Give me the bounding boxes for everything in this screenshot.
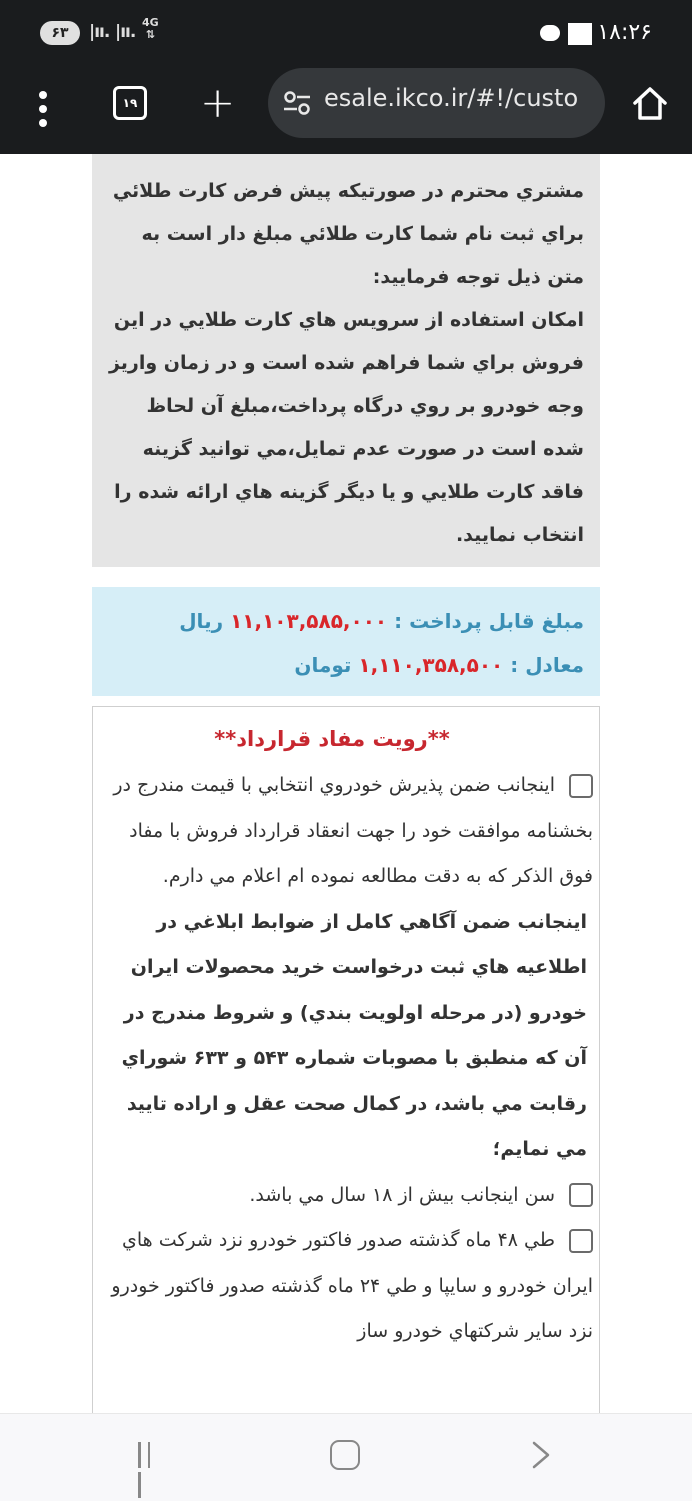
notice-paragraph-2: امکان استفاده از سرويس هاي کارت طلايي در اين فروش براي شما فراهم شده است و در زمان واريز وجه خودرو بر روي درگاه پرداخت،مبلغ آن لحاظ شده است در صورت عدم تمايل،مي توانيد گزينه فاقد کارت طلايي و يا ديگر گزينه هاي ارائه شده را انتخاب نماييد.: [108, 309, 584, 546]
age-checkbox[interactable]: [569, 1183, 593, 1207]
network-type: 4G ⇅: [142, 16, 159, 41]
payment-equiv-line: [108, 643, 584, 687]
agree-contract-checkbox[interactable]: [569, 774, 593, 798]
status-bar: [0, 0, 692, 68]
site-settings-icon[interactable]: [283, 90, 311, 116]
signal-icon: |ıı.: [89, 22, 110, 42]
contract-item-3-text: طي ۴۸ ماه گذشته صدور فاکتور خودرو نزد شرکت هاي ايران خودرو و سايپا و طي ۲۴ ماه گذشته صدور فاکتور خودرو نزد ساير شرکتهاي خودرو ساز: [111, 1229, 593, 1342]
amount-value: ۱۱,۱۰۳,۵۸۵,۰۰۰: [230, 609, 388, 633]
tabs-icon[interactable]: ۱۹: [113, 86, 147, 120]
equiv-value: ۱,۱۱۰,۳۵۸,۵۰۰: [358, 653, 504, 677]
payment-amount-line: [108, 599, 584, 643]
signal-icon-2: |ıı.: [115, 22, 136, 42]
contract-title: **رويت مفاد قرارداد**: [214, 727, 450, 751]
menu-dots-icon[interactable]: [36, 88, 50, 134]
notice-paragraph-1: مشتري محترم در صورتيکه پيش فرض کارت طلائي براي ثبت نام شما کارت طلائي مبلغ دار است به متن ذيل توجه فرماييد:: [112, 180, 584, 288]
notification-icon: [568, 23, 592, 45]
amount-label: مبلغ قابل پرداخت :: [394, 609, 584, 633]
contract-section: [92, 706, 600, 1413]
equiv-label: معادل :: [510, 653, 584, 677]
clock: ۱۸:۲۶: [597, 20, 652, 45]
contract-item-2: [101, 1173, 593, 1219]
address-bar[interactable]: [268, 68, 605, 138]
recents-icon[interactable]: [138, 1442, 166, 1470]
system-nav-bar: [0, 1413, 692, 1501]
contract-bold-text: اينجانب ضمن آگاهي کامل از ضوابط ابلاغي در اطلاعيه هاي ثبت درخواست خريد محصولات ايران خودرو (در مرحله اولويت بندي) و شروط مندرج در آن که منطبق با مصوبات شماره ۵۴۳ و ۶۳۳ شوراي رقابت مي باشد، در کمال صحت عقل و اراده تاييد مي نمايم؛: [121, 910, 587, 1160]
home-icon[interactable]: [630, 84, 670, 124]
url-text[interactable]: esale.ikco.ir/#!/custo: [324, 84, 579, 112]
page-content: [0, 154, 692, 1413]
back-icon[interactable]: [526, 1440, 556, 1470]
browser-toolbar: [0, 68, 692, 154]
home-button-icon[interactable]: [330, 1440, 360, 1470]
battery-indicator: ۶۳: [40, 21, 80, 45]
plus-icon[interactable]: +: [200, 78, 236, 127]
contract-item-1-text: اينجانب ضمن پذيرش خودروي انتخابي با قيمت مندرج در بخشنامه موافقت خود را جهت انعقاد قرارداد فروش با مفاد فوق الذکر که به دقت مطالعه نموده ام اعلام مي دارم.: [113, 774, 593, 887]
equiv-unit: تومان: [294, 653, 352, 677]
golden-card-notice: [92, 154, 600, 567]
contract-item-1: [101, 763, 593, 900]
amount-unit: ريال: [179, 609, 224, 633]
contract-item-2-text: سن اينجانب بيش از ۱۸ سال مي باشد.: [249, 1183, 555, 1206]
contract-item-3: [101, 1218, 593, 1355]
invoice-history-checkbox[interactable]: [569, 1229, 593, 1253]
chat-notification-icon: [540, 25, 560, 41]
payment-box: [92, 587, 600, 696]
